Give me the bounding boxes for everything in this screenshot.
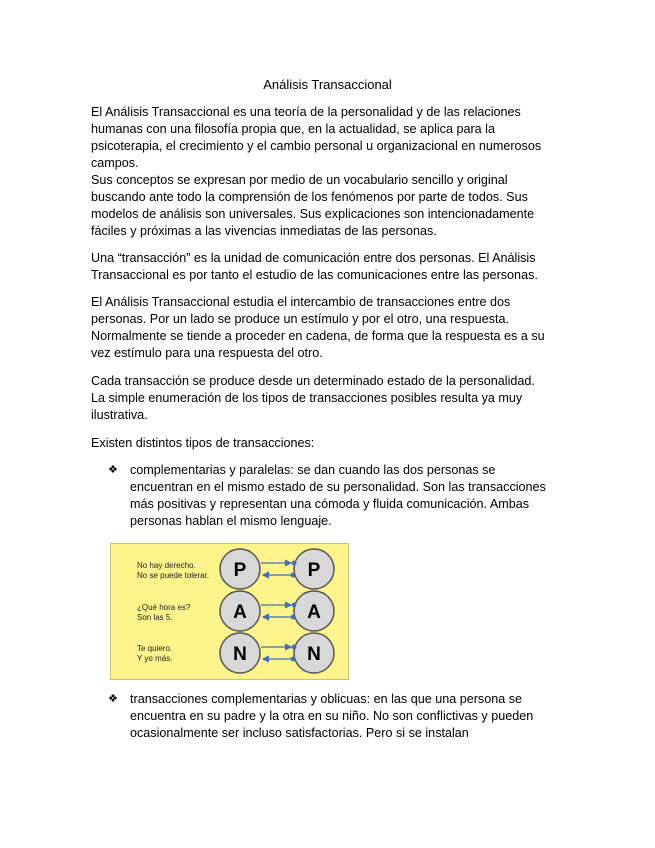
text-line: buscando ante todo la comprensión de los fenómenos por parte de todos. Sus [91,190,528,204]
paragraph-personality-state [91,373,571,424]
text-line: El Análisis Transaccional estudia el intercambio de transacciones entre dos [91,295,511,309]
text-line: Una “transacción” es la unidad de comunicación entre dos personas. El Análisis [91,251,536,265]
text-line: campos. [91,156,139,170]
text-line: Son las 5. [137,613,173,622]
text-line: La simple enumeración de los tipos de transacciones posibles resulta ya muy [91,391,523,405]
paragraph-intro [91,104,571,240]
text-line: personas hablan el mismo lenguaje. [130,514,332,528]
text-line: Transaccional es por tanto el estudio de las comunicaciones entre las personas. [91,268,538,282]
text-line: Y yo más. [137,654,173,663]
text-line: No se puede tolerar. [137,571,210,580]
text-line: Normalmente se tiende a proceder en cadena, de forma que la respuesta es a su [91,329,545,343]
text-line: El Análisis Transaccional es una teoría de la personalidad y de las relaciones [91,105,521,119]
diagram-label-child [137,644,172,664]
diagram-label-parent [137,561,209,581]
text-line: más positivas y representan una cómoda y fluida comunicación. Ambas [130,497,530,511]
text-line: complementarias y paralelas: se dan cuando las dos personas se [130,463,496,477]
text-line: Te quiero. [137,644,173,653]
text-line: Sus conceptos se expresan por medio de un vocabulario sencillo y original [91,173,508,187]
paragraph-types-intro [91,435,571,452]
transaction-diagram [110,543,349,680]
state-letter-left-a: A [233,602,247,623]
state-letter-right-a: A [307,602,321,623]
text-line: ¿Qué hora es? [137,603,191,612]
text-line: Existen distintos tipos de transacciones: [91,436,315,450]
text-line: psicoterapia, el crecimiento y el cambio personal u organizacional en numerosos [91,139,542,153]
text-line: humanas con una filosofía propia que, en la actualidad, se aplica para la [91,122,495,136]
text-line: No hay derecho. [137,561,196,570]
text-line: Cada transacción se produce desde un determinado estado de la personalidad. [91,374,535,388]
text-line: modelos de análisis son universales. Sus explicaciones son intencionadamente [91,207,535,221]
text-line: ilustrativa. [91,408,148,422]
text-line: personas. Por un lado se produce un estímulo y por el otro, una respuesta. [91,312,509,326]
text-line: fáciles y próximas a las vivencias inmediatas de las personas. [91,224,437,238]
state-letter-left-p: P [233,560,247,581]
text-line: ocasionalmente ser incluso satisfactorias. Pero si se instalan [130,726,469,740]
paragraph-exchange [91,294,571,362]
page-title: Análisis Transaccional [263,77,392,92]
text-line: transacciones complementarias y oblicuas: en las que una persona se [130,692,523,706]
state-letter-right-p: P [307,560,321,581]
text-line: encuentra en su padre y la otra en su niño. No son conflictivas y pueden [130,709,534,723]
diagram-label-adult [137,603,190,623]
state-letter-left-n: N [233,644,247,665]
diamond-bullet-icon: ❖ [108,693,118,705]
state-letter-right-n: N [307,644,321,665]
text-line: encuentran en el mismo estado de su personalidad. Son las transacciones [130,480,546,494]
paragraph-transaction-definition [91,250,571,284]
diamond-bullet-icon: ❖ [108,464,118,476]
text-line: vez estímulo para una respuesta del otro. [91,346,323,360]
